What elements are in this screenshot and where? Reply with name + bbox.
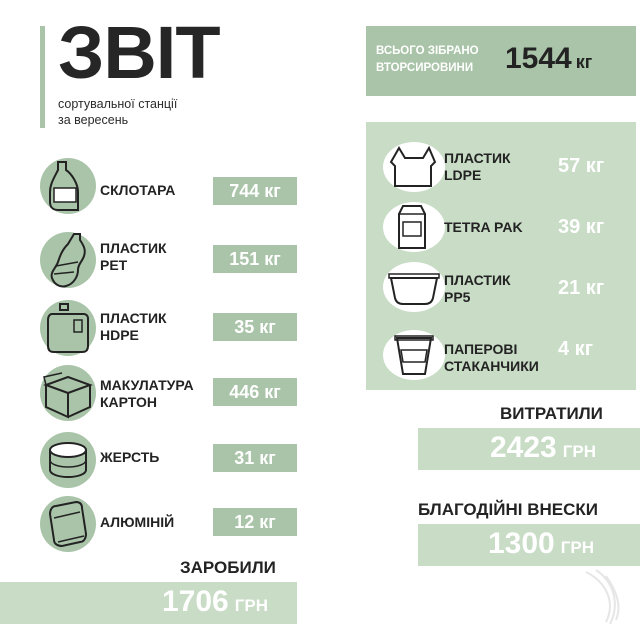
spent-heading: ВИТРАТИЛИ — [500, 404, 603, 423]
item-value-aluminium: 12 кг — [213, 508, 297, 536]
spent-value — [490, 431, 596, 465]
item-label-paper-cups — [444, 341, 539, 375]
earned-heading: ЗАРОБИЛИ — [180, 558, 276, 577]
page-title: ЗВІТ — [58, 11, 220, 94]
item-label-line-1: TETRA PAK — [444, 219, 523, 235]
item-label-line-2: СТАКАНЧИКИ — [444, 358, 539, 374]
item-label-line-2: КАРТОН — [100, 394, 158, 410]
total-label-line-2: ВТОРСИРОВИНИ — [376, 62, 474, 74]
spent-number: 2423 — [490, 431, 557, 464]
donations-unit: ГРН — [560, 538, 595, 557]
plastic-container-icon — [383, 262, 445, 312]
item-value-cardboard: 446 кг — [213, 378, 297, 406]
item-value-tetrapak: 39 кг — [558, 216, 605, 238]
item-label-line-2: HDPE — [100, 327, 139, 343]
item-label-pp5 — [444, 272, 511, 306]
item-label-line-2: PP5 — [444, 289, 471, 305]
item-label-line-2: LDPE — [444, 167, 482, 183]
item-label-line-1: ПЛАСТИК — [444, 272, 511, 288]
item-label-line-2: PET — [100, 257, 128, 273]
item-label-pet — [100, 240, 167, 274]
carton-pack-icon — [383, 202, 445, 252]
item-label-line-1: ПАПЕРОВІ — [444, 341, 518, 357]
page-subtitle — [58, 96, 177, 128]
total-label — [376, 43, 479, 77]
paper-cup-icon — [383, 330, 445, 380]
total-unit: кг — [575, 52, 593, 72]
plastic-bag-icon — [383, 142, 445, 192]
item-label-line-1: ПЛАСТИК — [444, 150, 511, 166]
subtitle-line-2: за вересень — [58, 113, 129, 127]
aluminium-can-icon — [40, 496, 96, 552]
item-value-pet: 151 кг — [213, 245, 297, 273]
donations-value — [488, 527, 594, 561]
item-label-line-1: СКЛОТАРА — [100, 182, 176, 198]
total-number: 1544 — [505, 42, 572, 75]
item-value-ldpe: 57 кг — [558, 155, 605, 177]
bottle-icon — [40, 158, 96, 214]
earned-number: 1706 — [162, 585, 229, 618]
title-accent-bar — [40, 26, 45, 128]
donations-number: 1300 — [488, 527, 555, 560]
item-label-ldpe — [444, 150, 511, 184]
item-label-line-1: ПЛАСТИК — [100, 240, 167, 256]
item-label-line-1: ЖЕРСТЬ — [100, 449, 160, 465]
item-label-tetrapak — [444, 219, 523, 236]
item-value-glass: 744 кг — [213, 177, 297, 205]
subtitle-line-1: сортувальної станції — [58, 97, 178, 111]
donations-heading: БЛАГОДІЙНІ ВНЕСКИ — [418, 500, 598, 519]
spent-unit: ГРН — [562, 442, 597, 461]
item-label-tin — [100, 449, 159, 466]
canister-icon — [40, 300, 96, 356]
item-label-line-1: МАКУЛАТУРА — [100, 377, 194, 393]
watermark-logo — [576, 562, 632, 632]
tin-can-icon — [40, 432, 96, 488]
item-label-cardboard — [100, 377, 194, 411]
item-label-aluminium — [100, 514, 174, 531]
item-value-hdpe: 35 кг — [213, 313, 297, 341]
earned-value — [162, 585, 268, 619]
item-label-glass — [100, 182, 175, 199]
cardboard-box-icon — [40, 365, 96, 421]
total-value — [505, 42, 592, 76]
item-label-line-1: АЛЮМІНІЙ — [100, 514, 175, 530]
item-value-tin: 31 кг — [213, 444, 297, 472]
total-label-line-1: ВСЬОГО ЗІБРАНО — [376, 45, 479, 57]
item-label-line-1: ПЛАСТИК — [100, 310, 167, 326]
earned-unit: ГРН — [234, 596, 269, 615]
item-value-pp5: 21 кг — [558, 277, 605, 299]
pet-bottle-icon — [40, 232, 96, 288]
item-label-hdpe — [100, 310, 167, 344]
item-value-paper-cups: 4 кг — [558, 338, 594, 360]
